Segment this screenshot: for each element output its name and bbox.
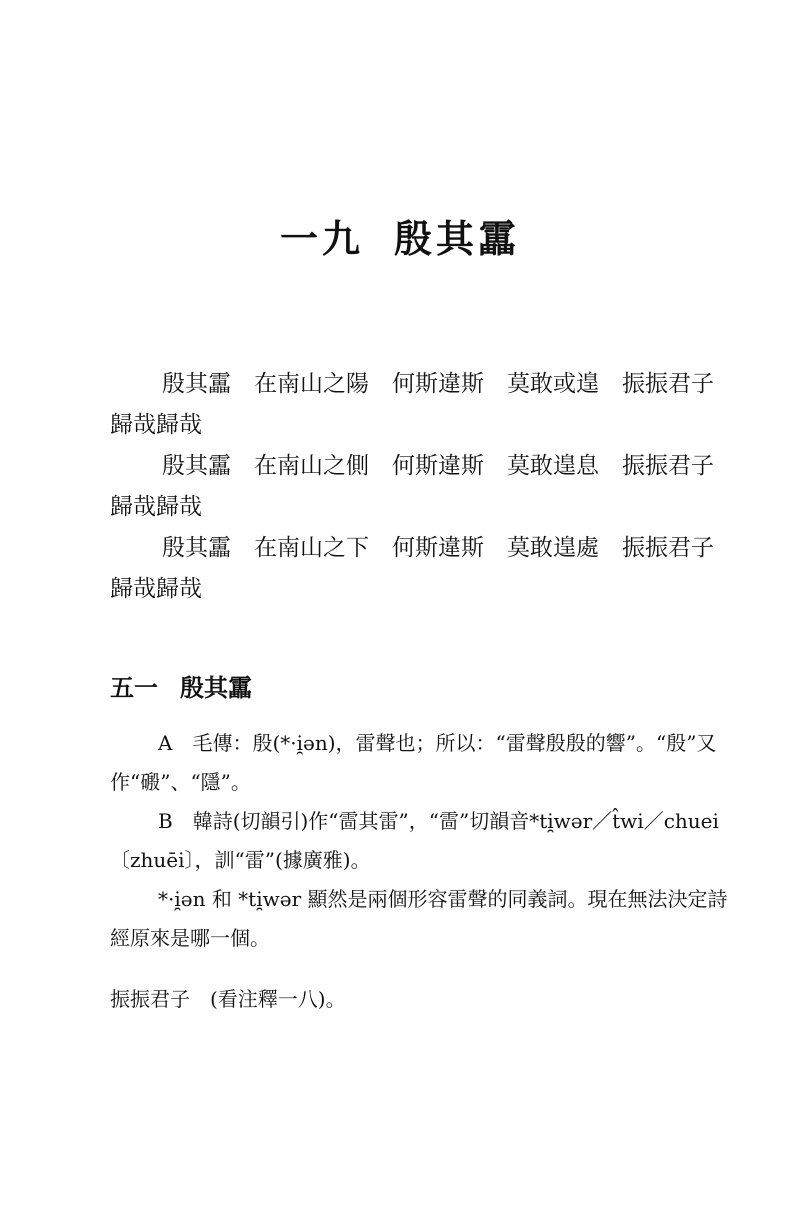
commentary-paragraph-a: A 毛傳：殷(*·i̯ən)，雷聲也；所以：“雷聲殷殷的響”。“殷”又作“磤”、“隱”。 [110, 731, 717, 794]
chapter-number: 一九 [279, 216, 364, 261]
poem-stanza-2: 殷其靁 在南山之側 何斯違斯 莫敢遑息 振振君子 歸哉歸哉 [110, 453, 737, 520]
poem-text [110, 364, 746, 610]
chapter-title [0, 208, 800, 263]
poem-stanza-3: 殷其靁 在南山之下 何斯違斯 莫敢遑處 振振君子 歸哉歸哉 [110, 535, 737, 602]
footnote-reference: 振振君子 (看注釋一八)。 [110, 987, 346, 1011]
commentary-paragraph-b: B 韓詩(切韻引)作“䨓其雷”，“䨓”切韻音*ti̯wər／t̂wi／chuei〔zhuēi〕，訓“雷”(據廣雅)。 [110, 809, 719, 872]
commentary-paragraph-conclusion: *·i̯ən 和 *ti̯wər 顯然是兩個形容雷聲的同義詞。現在無法決定詩經原來是哪一個。 [110, 887, 728, 950]
section-heading [110, 668, 252, 703]
poem-stanza-1: 殷其靁 在南山之陽 何斯違斯 莫敢或遑 振振君子 歸哉歸哉 [110, 371, 737, 438]
commentary [110, 724, 746, 958]
chapter-title-text: 殷其靁 [394, 216, 521, 261]
section-number: 五一 [110, 674, 158, 702]
section-title: 殷其靁 [180, 674, 252, 702]
